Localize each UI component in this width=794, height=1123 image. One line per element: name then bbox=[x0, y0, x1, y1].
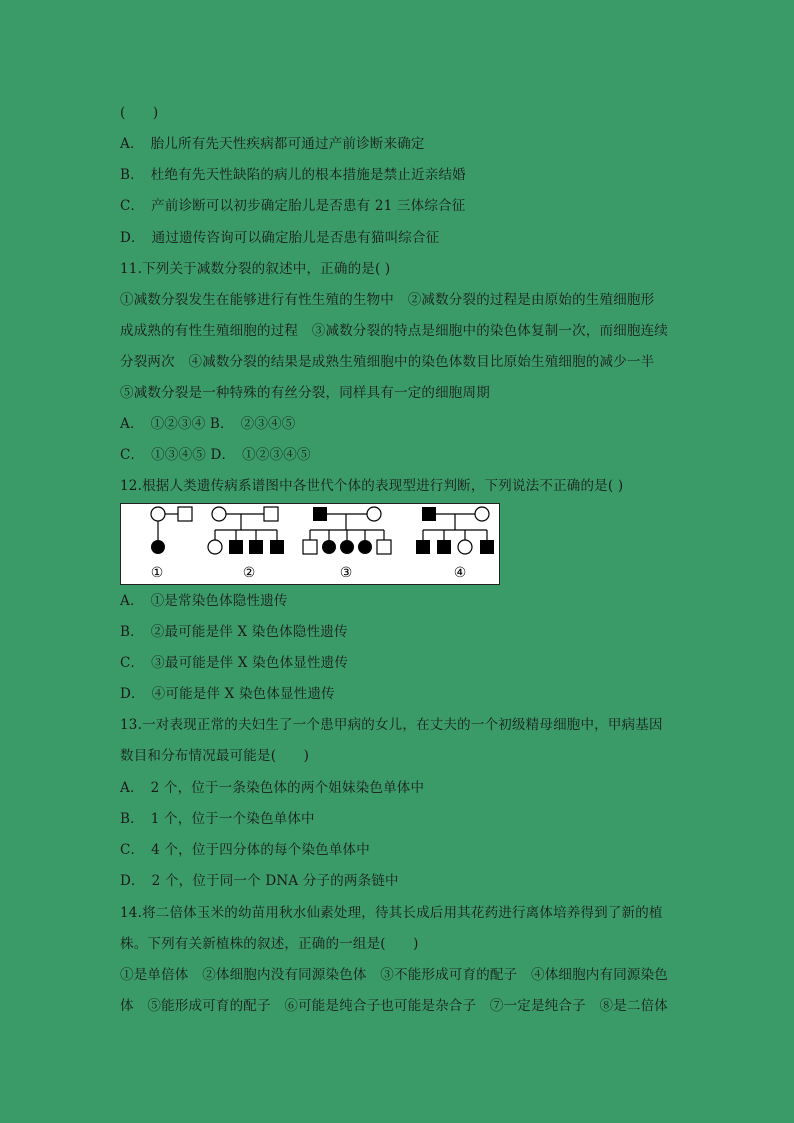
q14-stem-line-1: 14.将二倍体玉米的幼苗用秋水仙素处理，待其长成后用其花药进行离体培养得到了新的植 bbox=[120, 905, 663, 921]
q12-stem: 12.根据人类遗传病系谱图中各世代个体的表现型进行判断，下列说法不正确的是( ) bbox=[120, 478, 624, 494]
q12-option-d: D． ④可能是伴 X 染色体显性遗传 bbox=[120, 686, 335, 702]
f4-father-affected-male bbox=[422, 507, 436, 521]
q10-option-c: C． 产前诊断可以初步确定胎儿是否患有 21 三体综合征 bbox=[120, 198, 466, 214]
pedigree-label-2: ② bbox=[242, 565, 256, 581]
f4-child-affected-male bbox=[416, 540, 430, 554]
f2-father-normal-male bbox=[264, 507, 278, 521]
f4-mother-normal-female bbox=[475, 507, 489, 521]
f3-child-affected-female bbox=[322, 540, 336, 554]
q11-statement-line-1: ①减数分裂发生在能够进行有性生殖的生物中 ②减数分裂的过程是由原始的生殖细胞形 bbox=[120, 292, 655, 308]
f4-child-affected-male bbox=[437, 540, 451, 554]
f4-child-normal-female bbox=[458, 540, 472, 554]
f3-child-normal-male bbox=[377, 540, 391, 554]
q10-option-a: A． 胎儿所有先天性疾病都可通过产前诊断来确定 bbox=[120, 136, 425, 152]
f2-child-affected-male bbox=[229, 540, 243, 554]
q12-option-a: A． ①是常染色体隐性遗传 bbox=[120, 593, 288, 609]
f4-child-affected-male bbox=[480, 540, 494, 554]
q13-option-a: A． 2 个，位于一条染色体的两个姐妹染色单体中 bbox=[120, 780, 425, 796]
q14-statement-line-2: 体 ⑤能形成可育的配子 ⑥可能是纯合子也可能是杂合子 ⑦一定是纯合子 ⑧是二倍体 bbox=[120, 998, 668, 1014]
q13-option-b: B． 1 个，位于一个染色单体中 bbox=[120, 811, 315, 827]
pedigree-label-4: ④ bbox=[453, 565, 467, 581]
f2-child-affected-male bbox=[270, 540, 284, 554]
q11-statement-line-2: 成成熟的有性生殖细胞的过程 ③减数分裂的特点是细胞中的染色体复制一次，而细胞连续 bbox=[120, 323, 668, 339]
f3-child-normal-male bbox=[303, 540, 317, 554]
f1-child-affected-female bbox=[151, 540, 165, 554]
f3-mother-normal-female bbox=[367, 507, 381, 521]
f3-child-affected-female bbox=[358, 540, 372, 554]
q14-stem-line-2: 株。下列有关新植株的叙述，正确的一组是( ) bbox=[120, 936, 419, 952]
q13-option-d: D． 2 个，位于同一个 DNA 分子的两条链中 bbox=[120, 873, 399, 889]
f1-father-normal-male bbox=[178, 507, 192, 521]
f2-child-affected-male bbox=[249, 540, 263, 554]
q11-statement-line-3: 分裂两次 ④减数分裂的结果是成熟生殖细胞中的染色体数目比原始生殖细胞的减少一半 bbox=[120, 354, 655, 370]
pedigree-label-1: ① bbox=[150, 565, 164, 581]
pedigree-figure bbox=[120, 503, 500, 585]
q13-stem-line-1: 13.一对表现正常的夫妇生了一个患甲病的女儿，在丈夫的一个初级精母细胞中，甲病基因 bbox=[120, 717, 663, 733]
f1-mother-normal-female bbox=[151, 507, 165, 521]
f2-child-normal-female bbox=[208, 540, 222, 554]
q12-option-c: C． ③最可能是伴 X 染色体显性遗传 bbox=[120, 655, 349, 671]
q13-option-c: C． 4 个，位于四分体的每个染色单体中 bbox=[120, 842, 370, 858]
q11-statement-line-4: ⑤减数分裂是一种特殊的有丝分裂，同样具有一定的细胞周期 bbox=[120, 385, 490, 401]
f3-father-affected-male bbox=[313, 507, 327, 521]
f2-mother-normal-female bbox=[212, 507, 226, 521]
q10-option-d: D． 通过遗传咨询可以确定胎儿是否患有猫叫综合征 bbox=[120, 230, 440, 246]
q10-answer-blank: ( ) bbox=[120, 105, 159, 121]
q11-stem: 11.下列关于减数分裂的叙述中，正确的是( ) bbox=[120, 261, 391, 277]
q10-option-b: B． 杜绝有先天性缺陷的病儿的根本措施是禁止近亲结婚 bbox=[120, 167, 466, 183]
q13-stem-line-2: 数目和分布情况最可能是( ) bbox=[120, 748, 310, 764]
q11-options-cd: C． ①③④⑤ D． ①②③④⑤ bbox=[120, 447, 311, 463]
q11-options-ab: A． ①②③④ B． ②③④⑤ bbox=[120, 416, 296, 432]
pedigree-label-3: ③ bbox=[339, 565, 353, 581]
q14-statement-line-1: ①是单倍体 ②体细胞内没有同源染色体 ③不能形成可育的配子 ④体细胞内有同源染色 bbox=[120, 967, 668, 983]
q12-option-b: B． ②最可能是伴 X 染色体隐性遗传 bbox=[120, 624, 348, 640]
f3-child-affected-female bbox=[340, 540, 354, 554]
